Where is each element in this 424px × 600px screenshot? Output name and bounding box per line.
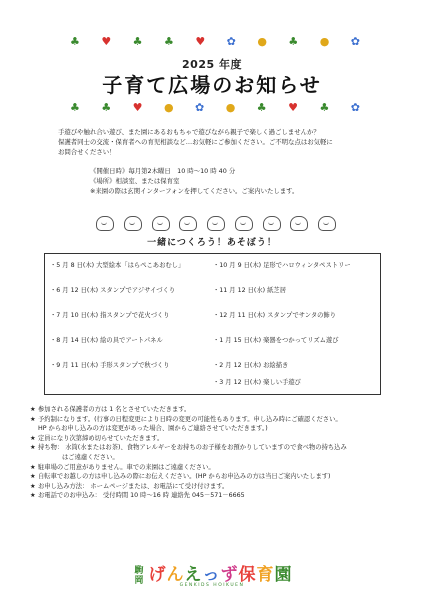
child-face-icon bbox=[318, 216, 336, 231]
bullet-star-icon: ★ bbox=[30, 492, 36, 500]
clover-icon: ♣ bbox=[132, 35, 143, 48]
child-face-icon bbox=[96, 216, 114, 231]
schedule-item: ・2 月 12 日(木) お絵描き bbox=[213, 362, 289, 369]
child-face-icon bbox=[179, 216, 197, 231]
schedule-item: ・7 月 10 日(木) 指スタンプで花火づくり bbox=[50, 312, 170, 319]
event-info bbox=[90, 166, 298, 197]
notes-list bbox=[30, 405, 400, 501]
note-item: ★ 定員になり次第締め切らせていただきます。 bbox=[30, 434, 164, 442]
intro-line: お問合せください！ bbox=[58, 148, 116, 157]
bullet-star-icon: ★ bbox=[30, 482, 36, 490]
schedule-item: ・6 月 12 日(木) スタンプでアジサイづくり bbox=[50, 287, 176, 294]
note-item: ★ 参加される保護者の方は 1 名とさせていただきます。 bbox=[30, 406, 191, 413]
kids-illustration-row bbox=[96, 216, 336, 232]
schedule-item: ・9 月 11 日(木) 手形スタンプで秋づくり bbox=[50, 362, 170, 369]
logo-wordmark bbox=[0, 560, 424, 585]
logo-letter: え bbox=[184, 565, 203, 585]
child-face-icon bbox=[207, 216, 225, 231]
schedule-item: ・5 月 8 日(木) 大型絵本「はらぺこあおむし」 bbox=[50, 262, 185, 269]
schedule-item: ・1 月 15 日(木) 楽器をつかってリズム遊び bbox=[213, 337, 339, 344]
logo-letter: 育 bbox=[256, 565, 275, 585]
schedule-item: ・11 月 12 日(水) 紙芝居 bbox=[213, 287, 287, 294]
bullet-star-icon: ★ bbox=[30, 473, 36, 481]
strawberry-icon: ♥ bbox=[288, 101, 298, 114]
schedule-item: ・8 月 14 日(木) 絵の具でアートパネル bbox=[50, 337, 163, 344]
bullet-star-icon: ★ bbox=[30, 434, 36, 442]
logo-main-text bbox=[149, 560, 293, 585]
bullet-star-icon: ★ bbox=[30, 463, 36, 471]
note-item: ★ 自転車でお越しの方は申し込みの際にお伝えください。(HP からお申込みの方は当日ご案内いたします) bbox=[30, 473, 331, 481]
child-face-icon bbox=[263, 216, 281, 231]
entry-note: ※来園の際は玄関インターフォンを押してください。ご案内いたします。 bbox=[90, 187, 299, 196]
note-item: はご遠慮ください。 bbox=[62, 453, 119, 461]
schedule-box bbox=[44, 253, 381, 395]
logo-letter: っ bbox=[202, 565, 221, 585]
logo-letter: げ bbox=[148, 565, 167, 585]
flower-icon: ✿ bbox=[195, 101, 205, 114]
logo-english-text: GENKIDS HOIKUEN bbox=[179, 583, 245, 588]
bullet-star-icon: ★ bbox=[30, 406, 36, 413]
bottom-decoration-row bbox=[70, 100, 360, 116]
strawberry-icon: ♥ bbox=[132, 101, 143, 114]
note-item: ★ 駐車場のご用意がありません。車での来園はご遠慮ください。 bbox=[30, 463, 215, 471]
page-title: 子育て広場のお知らせ bbox=[102, 73, 322, 97]
logo-letter: 保 bbox=[238, 565, 257, 585]
schedule-item: ・3 月 12 日(木) 楽しい手遊び bbox=[213, 379, 301, 386]
clover-icon: ♣ bbox=[70, 101, 80, 114]
logo-letter: ん bbox=[166, 565, 185, 585]
clover-icon: ♣ bbox=[319, 101, 330, 114]
note-item: HP からお申し込みの方は変更があった場合、園からご連絡させていただきます。) bbox=[38, 425, 268, 433]
intro-line: 手遊びや触れ合い遊び、また園にあるおもちゃで遊びながら親子で楽しく過ごしませんか？ bbox=[58, 128, 320, 136]
note-item: ★ お申し込み方法： ホームページまたは、お電話にて受け付けます。 bbox=[30, 482, 229, 490]
note-item: ★ 予約制になります。(行事の日程変更により日時の変更の可能性もあります。申し込み時にご確認ください。 bbox=[30, 415, 342, 423]
strawberry-icon: ♥ bbox=[195, 35, 206, 48]
schedule-item: ・10 月 9 日(木) 足形でハロウィンタペストリー bbox=[213, 262, 351, 269]
bee-icon: ● bbox=[225, 101, 236, 114]
event-place: 《場所》相談室、または保育室 bbox=[90, 177, 180, 186]
child-face-icon bbox=[290, 216, 308, 231]
section-subtitle: 一緒につくろう！あそぼう！ bbox=[147, 238, 277, 248]
top-decoration-row bbox=[70, 34, 360, 50]
bee-icon: ● bbox=[319, 35, 330, 48]
flower-icon: ✿ bbox=[350, 101, 360, 114]
clover-icon: ♣ bbox=[163, 35, 174, 48]
child-face-icon bbox=[235, 216, 253, 231]
clover-icon: ♣ bbox=[288, 35, 299, 48]
flower-icon: ✿ bbox=[350, 35, 360, 48]
bullet-star-icon: ★ bbox=[30, 415, 36, 423]
bullet-star-icon: ★ bbox=[30, 444, 36, 452]
child-face-icon bbox=[152, 216, 170, 231]
child-face-icon bbox=[124, 216, 142, 231]
nursery-logo bbox=[0, 560, 424, 588]
clover-icon: ♣ bbox=[101, 101, 112, 114]
flower-icon: ✿ bbox=[226, 35, 236, 48]
clover-icon: ♣ bbox=[70, 35, 80, 48]
logo-letter: 園 bbox=[274, 565, 293, 585]
logo-side-text: 駒岡 bbox=[132, 565, 143, 585]
strawberry-icon: ♥ bbox=[101, 35, 112, 48]
schedule-item: ・12 月 11 日(木) スタンプでサンタの飾り bbox=[213, 312, 337, 319]
note-item: ★ 持ち物： 水筒(水またはお茶)、食物アレルギーをお持ちのお子様をお預かりしていますので食べ物の持ち込み bbox=[30, 444, 347, 452]
intro-line: 保護者同士の交流・保育者への育児相談など…お気軽にご参加ください。ご不明な点はお気軽に bbox=[58, 138, 333, 147]
intro-text bbox=[58, 127, 378, 158]
bee-icon: ● bbox=[163, 101, 174, 114]
note-item: ★ お電話でのお申込み： 受付時間 10 時～16 時 連絡先 045－571－6665 bbox=[30, 492, 245, 500]
logo-letter: ず bbox=[220, 565, 239, 585]
year-label: 2025 年度 bbox=[182, 58, 242, 71]
clover-icon: ♣ bbox=[256, 101, 267, 114]
bee-icon: ● bbox=[257, 35, 267, 48]
event-date: 《開催日時》毎月第2木曜日 10 時～10 時 40 分 bbox=[90, 167, 236, 175]
